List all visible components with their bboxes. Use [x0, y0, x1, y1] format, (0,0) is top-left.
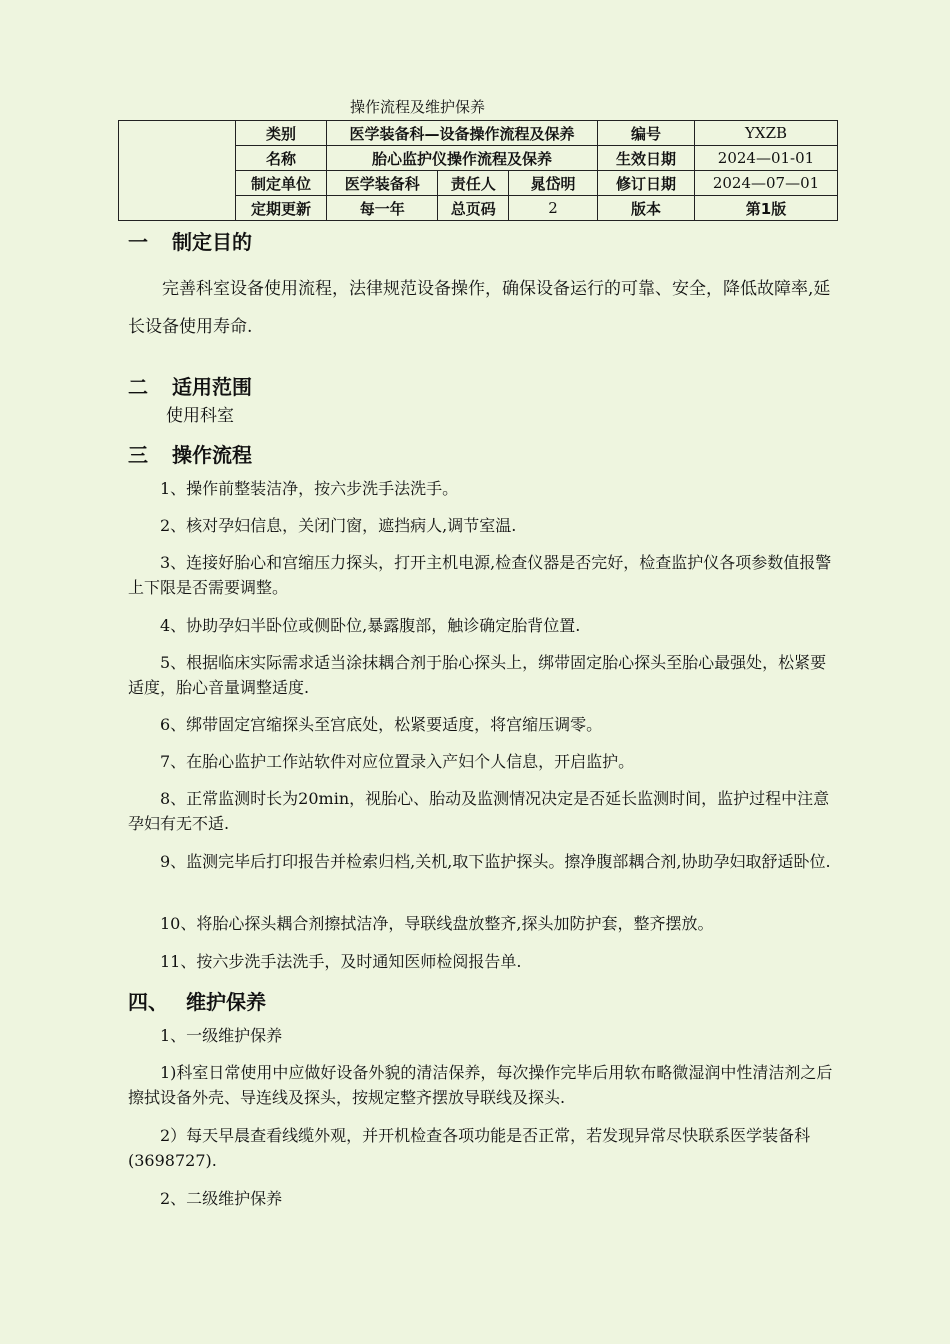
maintenance-level-1: 1、一级维护保养 — [160, 1026, 283, 1045]
section-2-heading — [128, 371, 252, 400]
label-total-pages: 总页码 — [438, 196, 509, 221]
step-11: 11、按六步洗手法洗手，及时通知医师检阅报告单. — [160, 952, 522, 971]
label-update-period: 定期更新 — [236, 196, 327, 221]
section-title: 维护保养 — [186, 990, 266, 1014]
label-unit: 制定单位 — [236, 171, 327, 196]
step-9: 9、监测完毕后打印报告并检索归档,关机,取下监护探头。擦净腹部耦合剂,协助孕妇取舒适卧位. — [160, 852, 831, 871]
page-header-title: 操作流程及维护保养 — [350, 98, 486, 116]
label-code: 编号 — [598, 121, 695, 146]
document-meta-table — [118, 120, 838, 221]
table-row — [119, 121, 838, 146]
step-5: 5、根据临床实际需求适当涂抹耦合剂于胎心探头上，绑带固定胎心探头至胎心最强处，松紧要适度，胎心音量调整适度. — [128, 653, 827, 697]
section-title: 制定目的 — [172, 230, 252, 254]
step-6: 6、绑带固定宫缩探头至宫底处，松紧要适度，将宫缩压调零。 — [160, 715, 603, 734]
value-total-pages: 2 — [509, 196, 598, 221]
value-code: YXZB — [695, 121, 838, 146]
section-1-heading — [128, 226, 252, 255]
section-number: 三 — [128, 443, 148, 467]
value-responsible: 晁岱明 — [509, 171, 598, 196]
step-8: 8、正常监测时长为20min，视胎心、胎动及监测情况决定是否延长监测时间，监护过程中注意孕妇有无不适. — [128, 789, 830, 833]
section-1-body: 完善科室设备使用流程，法律规范设备操作，确保设备运行的可靠、安全，降低故障率,延长设备使用寿命. — [128, 279, 831, 337]
section-2-body: 使用科室 — [166, 406, 234, 426]
label-effective-date: 生效日期 — [598, 146, 695, 171]
section-3-heading — [128, 439, 252, 468]
section-title: 操作流程 — [172, 443, 252, 467]
value-update-period: 每一年 — [327, 196, 438, 221]
step-10: 10、将胎心探头耦合剂擦拭洁净，导联线盘放整齐,探头加防护套，整齐摆放。 — [160, 914, 714, 933]
value-version: 第1版 — [695, 196, 838, 221]
label-responsible: 责任人 — [438, 171, 509, 196]
value-effective-date: 2024—01-01 — [695, 146, 838, 171]
step-3: 3、连接好胎心和宫缩压力探头，打开主机电源,检查仪器是否完好，检查监护仪各项参数值报警上下限是否需要调整。 — [128, 553, 832, 597]
value-unit: 医学装备科 — [327, 171, 438, 196]
label-version: 版本 — [598, 196, 695, 221]
maintenance-level-2: 2、二级维护保养 — [160, 1189, 283, 1208]
value-category: 医学装备科—设备操作流程及保养 — [327, 121, 598, 146]
maintenance-item-2: 2）每天早晨查看线缆外观，并开机检查各项功能是否正常，若发现异常尽快联系医学装备科(3698727). — [128, 1126, 811, 1170]
section-title: 适用范围 — [172, 375, 252, 399]
label-revision-date: 修订日期 — [598, 171, 695, 196]
maintenance-item-1: 1)科室日常使用中应做好设备外貌的清洁保养，每次操作完毕后用软布略微湿润中性清洁剂之后擦拭设备外壳、导连线及探头，按规定整齐摆放导联线及探头. — [128, 1063, 833, 1107]
logo-cell — [119, 121, 236, 221]
section-number: 一 — [128, 230, 148, 254]
step-1: 1、操作前整装洁净，按六步洗手法洗手。 — [160, 479, 459, 498]
value-revision-date: 2024—07—01 — [695, 171, 838, 196]
step-7: 7、在胎心监护工作站软件对应位置录入产妇个人信息，开启监护。 — [160, 752, 635, 771]
value-name: 胎心监护仪操作流程及保养 — [327, 146, 598, 171]
section-4-heading — [128, 986, 266, 1015]
step-2: 2、核对孕妇信息，关闭门窗，遮挡病人,调节室温. — [160, 516, 517, 535]
section-number: 四、 — [128, 990, 168, 1014]
label-name: 名称 — [236, 146, 327, 171]
label-category: 类别 — [236, 121, 327, 146]
section-number: 二 — [128, 375, 148, 399]
step-4: 4、协助孕妇半卧位或侧卧位,暴露腹部，触诊确定胎背位置. — [160, 616, 581, 635]
